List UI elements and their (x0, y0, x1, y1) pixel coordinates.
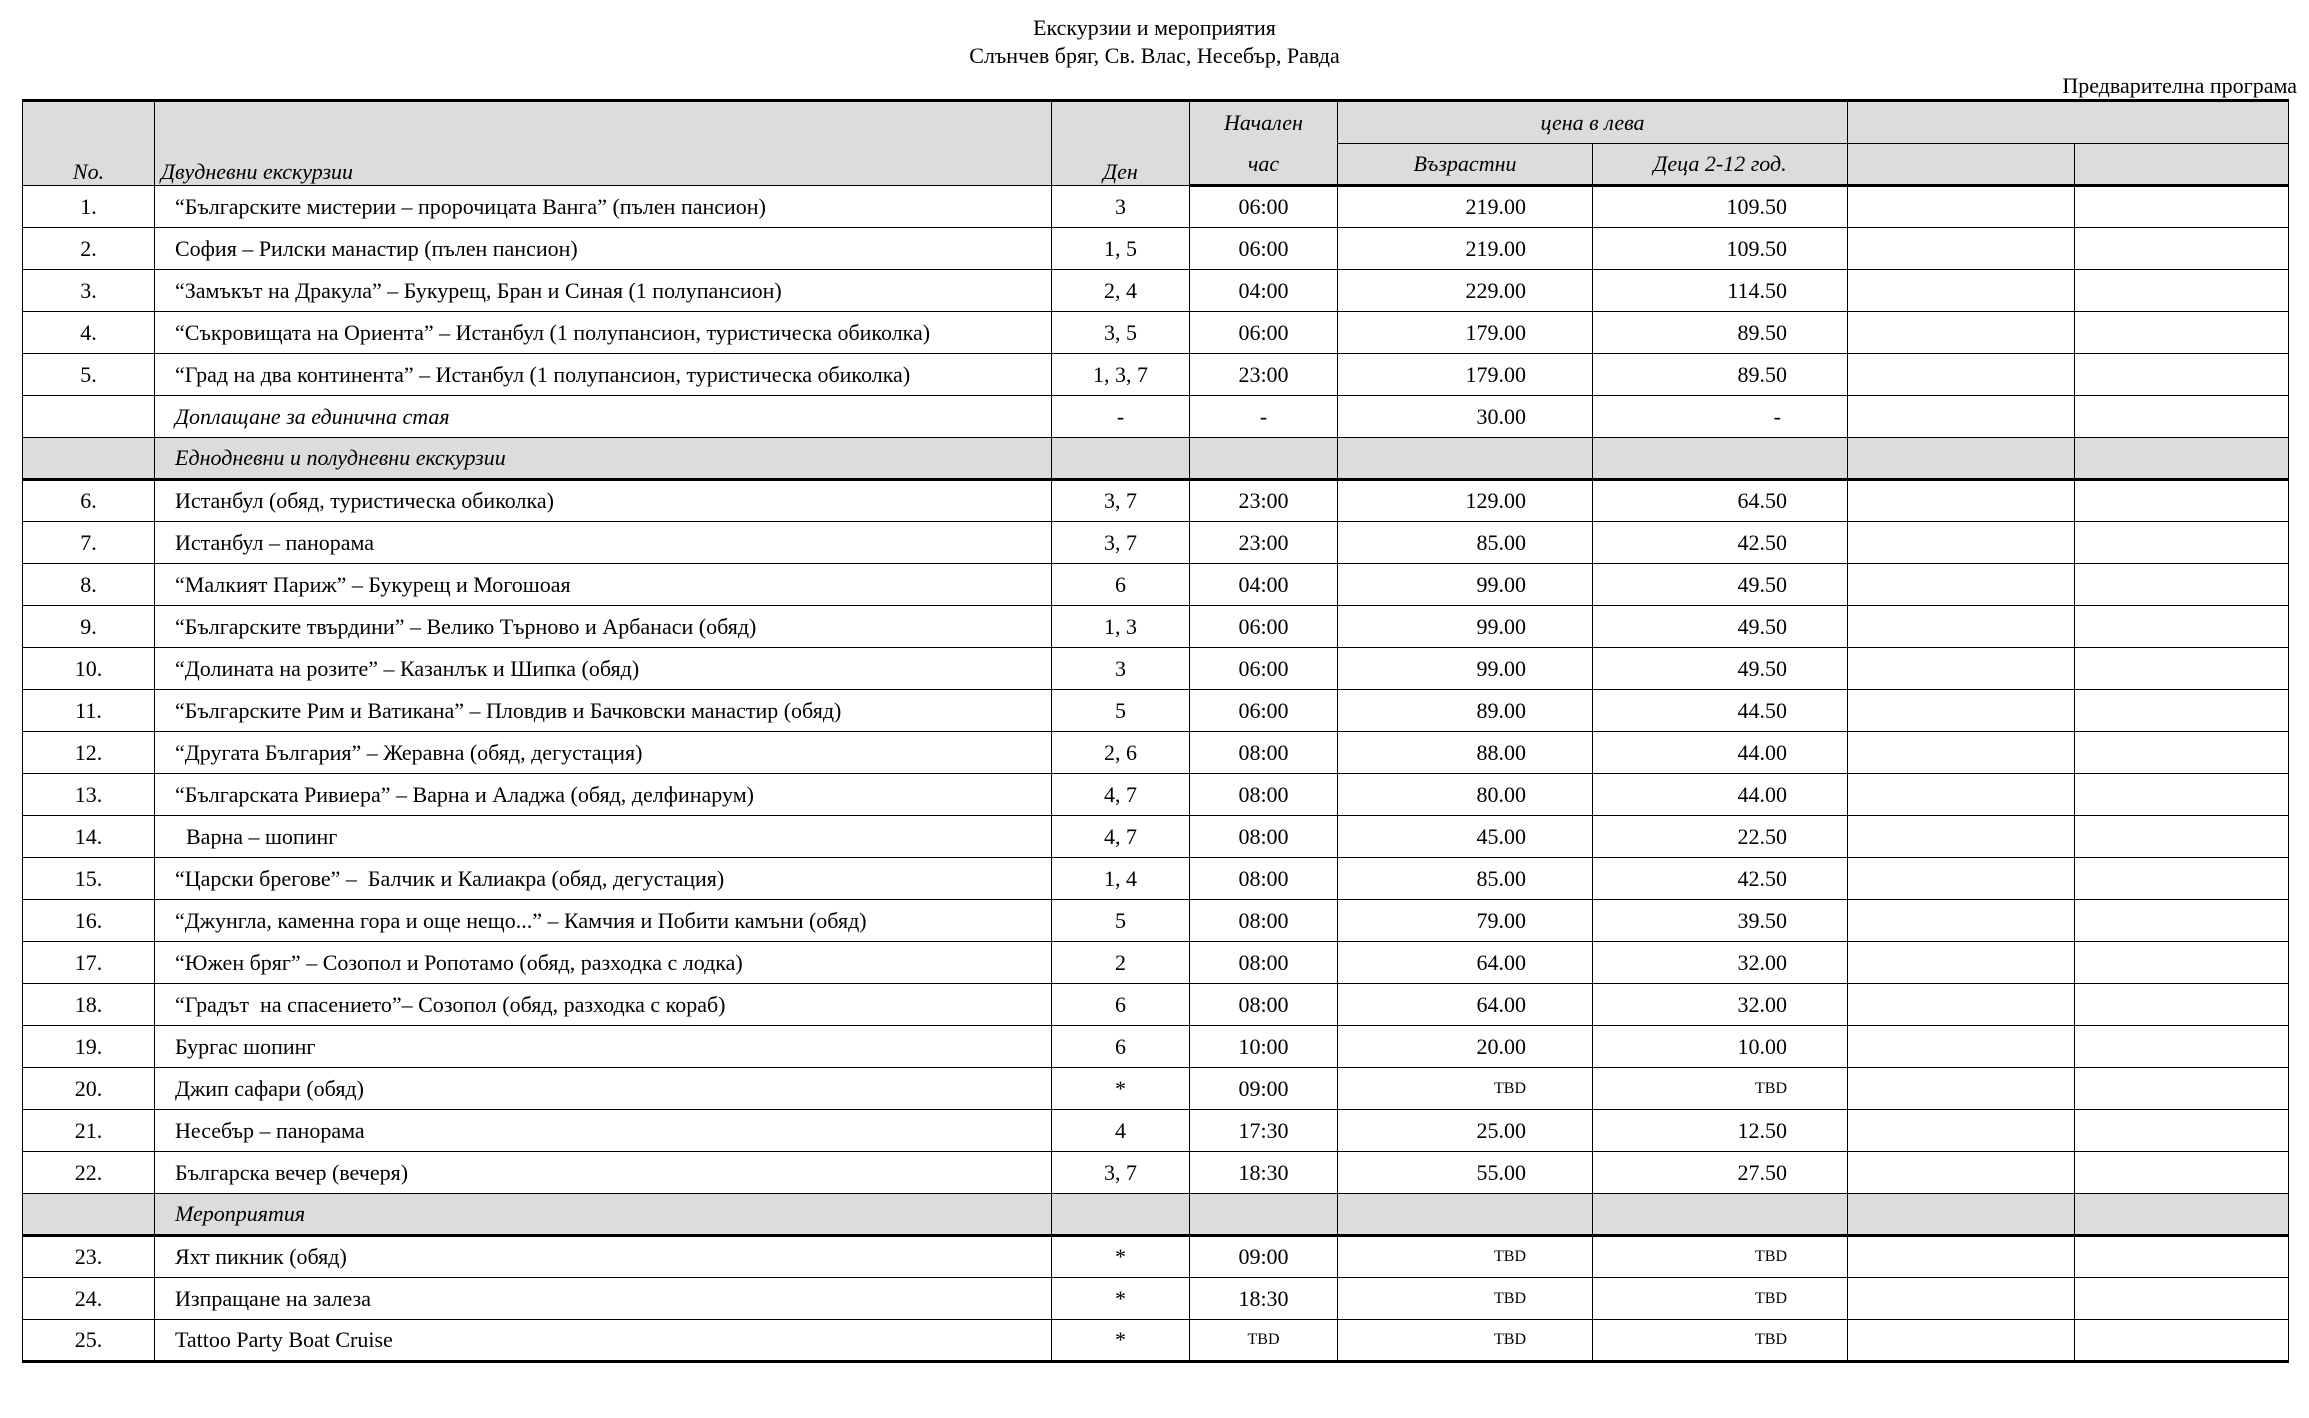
row-empty-2 (2075, 354, 2289, 396)
row-empty-2 (2075, 606, 2289, 648)
row-name: Tattoo Party Boat Cruise (155, 1320, 1052, 1362)
row-day: 6 (1052, 1026, 1190, 1068)
row-name: Джип сафари (обяд) (155, 1068, 1052, 1110)
row-no: 13. (23, 774, 155, 816)
row-name: Истанбул – панорама (155, 522, 1052, 564)
row-day: * (1052, 1068, 1190, 1110)
row-time: 18:30 (1190, 1152, 1338, 1194)
header-empty-group (1848, 101, 2289, 144)
row-price-child: 42.50 (1593, 522, 1848, 564)
row-no: 15. (23, 858, 155, 900)
row-time: 10:00 (1190, 1026, 1338, 1068)
row-time: 23:00 (1190, 354, 1338, 396)
row-empty-1 (1848, 732, 2075, 774)
row-day: 3, 7 (1052, 522, 1190, 564)
row-no: 18. (23, 984, 155, 1026)
row-time: 06:00 (1190, 186, 1338, 228)
row-price-child: 49.50 (1593, 606, 1848, 648)
row-price-child: 89.50 (1593, 312, 1848, 354)
row-no: 20. (23, 1068, 155, 1110)
row-price-adult: 229.00 (1338, 270, 1593, 312)
row-time: 06:00 (1190, 606, 1338, 648)
row-price-adult: 99.00 (1338, 648, 1593, 690)
row-no: 1. (23, 186, 155, 228)
section-no (23, 438, 155, 480)
header-no: No. (23, 101, 155, 186)
row-price-child: 49.50 (1593, 564, 1848, 606)
row-empty-1 (1848, 186, 2075, 228)
row-price-child: 39.50 (1593, 900, 1848, 942)
row-price-adult: 55.00 (1338, 1152, 1593, 1194)
header-children: Деца 2-12 год. (1593, 144, 1848, 186)
title-line-2: Слънчев бряг, Св. Влас, Несебър, Равда (969, 43, 1340, 68)
row-no: 3. (23, 270, 155, 312)
row-time: 06:00 (1190, 648, 1338, 690)
row-no: 2. (23, 228, 155, 270)
row-empty-2 (2075, 270, 2289, 312)
row-no: 16. (23, 900, 155, 942)
table-row (23, 690, 2289, 732)
row-price-child: 27.50 (1593, 1152, 1848, 1194)
row-name: Несебър – панорама (155, 1110, 1052, 1152)
header-time-top: Начален (1190, 101, 1338, 144)
row-empty-1 (1848, 564, 2075, 606)
row-time: 08:00 (1190, 984, 1338, 1026)
row-empty-1 (1848, 774, 2075, 816)
row-day: 1, 3 (1052, 606, 1190, 648)
row-name: “Другата България” – Жеравна (обяд, дегустация) (155, 732, 1052, 774)
excursions-table (22, 99, 2289, 1363)
section-empty (1338, 438, 1593, 480)
row-name: “Град на два континента” – Истанбул (1 полупансион, туристическа обиколка) (155, 354, 1052, 396)
row-day: * (1052, 1320, 1190, 1362)
row-empty-2 (2075, 858, 2289, 900)
section-empty (1190, 438, 1338, 480)
table-row (23, 1278, 2289, 1320)
row-time: 08:00 (1190, 942, 1338, 984)
row-day: * (1052, 1278, 1190, 1320)
row-price-adult: 129.00 (1338, 480, 1593, 522)
row-empty-2 (2075, 900, 2289, 942)
section-empty (1848, 1194, 2075, 1236)
row-time: 04:00 (1190, 270, 1338, 312)
row-no: 25. (23, 1320, 155, 1362)
program-note: Предварителна програма (2062, 73, 2297, 98)
row-name: “Българските твърдини” – Велико Търново и Арбанаси (обяд) (155, 606, 1052, 648)
row-price-adult: 88.00 (1338, 732, 1593, 774)
row-price-adult: TBD (1338, 1068, 1593, 1110)
row-price-child: 109.50 (1593, 186, 1848, 228)
row-empty-2 (2075, 1110, 2289, 1152)
row-price-adult: 179.00 (1338, 312, 1593, 354)
row-empty-2 (2075, 648, 2289, 690)
table-row (23, 480, 2289, 522)
row-price-adult: TBD (1338, 1236, 1593, 1278)
table-row (23, 900, 2289, 942)
row-no: 12. (23, 732, 155, 774)
row-day: 3 (1052, 648, 1190, 690)
row-time: 23:00 (1190, 480, 1338, 522)
row-time: 23:00 (1190, 522, 1338, 564)
row-price-child: TBD (1593, 1068, 1848, 1110)
row-price-child: TBD (1593, 1320, 1848, 1362)
single-room-adult: 30.00 (1338, 396, 1593, 438)
row-price-adult: 89.00 (1338, 690, 1593, 732)
single-room-label: Доплащане за единична стая (155, 396, 1052, 438)
table-row (23, 1152, 2289, 1194)
row-time: 08:00 (1190, 816, 1338, 858)
row-day: 4 (1052, 1110, 1190, 1152)
table-row (23, 816, 2289, 858)
header-price-group: цена в лева (1338, 101, 1848, 144)
row-empty-2 (2075, 1026, 2289, 1068)
row-empty-2 (2075, 690, 2289, 732)
row-price-child: 32.00 (1593, 942, 1848, 984)
table-row (23, 606, 2289, 648)
row-price-adult: 85.00 (1338, 522, 1593, 564)
row-name: Българска вечер (вечеря) (155, 1152, 1052, 1194)
row-no: 21. (23, 1110, 155, 1152)
table-row (23, 732, 2289, 774)
row-empty-2 (2075, 228, 2289, 270)
row-price-child: 44.00 (1593, 774, 1848, 816)
row-no: 7. (23, 522, 155, 564)
row-price-child: 64.50 (1593, 480, 1848, 522)
row-time: 06:00 (1190, 228, 1338, 270)
row-price-adult: 219.00 (1338, 228, 1593, 270)
table-row (23, 774, 2289, 816)
row-price-child: 44.50 (1593, 690, 1848, 732)
single-room-time: - (1190, 396, 1338, 438)
row-name: “Българските мистерии – пророчицата Ванга” (пълен пансион) (155, 186, 1052, 228)
row-no: 24. (23, 1278, 155, 1320)
single-room-child: - (1593, 396, 1848, 438)
row-price-adult: 79.00 (1338, 900, 1593, 942)
row-empty-1 (1848, 1026, 2075, 1068)
table-row (23, 942, 2289, 984)
row-empty-1 (1848, 1278, 2075, 1320)
title-line-1: Екскурзии и мероприятия (1033, 15, 1276, 40)
table-row (23, 1320, 2289, 1362)
row-no: 9. (23, 606, 155, 648)
row-name: “Градът на спасението”– Созопол (обяд, разходка с кораб) (155, 984, 1052, 1026)
row-empty-1 (1848, 1068, 2075, 1110)
row-empty-1 (1848, 984, 2075, 1026)
row-price-adult: 85.00 (1338, 858, 1593, 900)
row-empty-1 (1848, 522, 2075, 564)
row-price-child: 32.00 (1593, 984, 1848, 1026)
row-day: 3 (1052, 186, 1190, 228)
row-empty-2 (2075, 1236, 2289, 1278)
row-name: София – Рилски манастир (пълен пансион) (155, 228, 1052, 270)
row-day: 2, 6 (1052, 732, 1190, 774)
row-price-adult: TBD (1338, 1320, 1593, 1362)
row-empty-1 (1848, 900, 2075, 942)
row-price-child: 49.50 (1593, 648, 1848, 690)
section-empty (2075, 438, 2289, 480)
row-empty-1 (1848, 1236, 2075, 1278)
row-price-adult: 80.00 (1338, 774, 1593, 816)
row-time: 08:00 (1190, 900, 1338, 942)
row-empty-2 (2075, 186, 2289, 228)
row-name: “Долината на розите” – Казанлък и Шипка (обяд) (155, 648, 1052, 690)
row-day: 6 (1052, 984, 1190, 1026)
row-empty-2 (2075, 1320, 2289, 1362)
row-name: Изпращане на залеза (155, 1278, 1052, 1320)
row-empty-1 (1848, 396, 2075, 438)
row-name: “Царски брегове” – Балчик и Калиакра (обяд, дегустация) (155, 858, 1052, 900)
header-adults: Възрастни (1338, 144, 1593, 186)
row-price-child: 10.00 (1593, 1026, 1848, 1068)
section-empty (1848, 438, 2075, 480)
row-empty-2 (2075, 732, 2289, 774)
header-row-1 (23, 101, 2289, 144)
section-empty (1052, 438, 1190, 480)
row-day: 6 (1052, 564, 1190, 606)
row-day: 4, 7 (1052, 774, 1190, 816)
header-time-bottom: час (1190, 144, 1338, 186)
row-empty-2 (2075, 396, 2289, 438)
row-empty-2 (2075, 312, 2289, 354)
section-title: Еднодневни и полудневни екскурзии (155, 438, 1052, 480)
table-row (23, 354, 2289, 396)
row-price-child: TBD (1593, 1236, 1848, 1278)
row-price-child: TBD (1593, 1278, 1848, 1320)
row-empty-2 (2075, 480, 2289, 522)
row-empty-2 (2075, 774, 2289, 816)
row-day: 3, 7 (1052, 480, 1190, 522)
table-row (23, 1068, 2289, 1110)
table-row (23, 1026, 2289, 1068)
row-time: 06:00 (1190, 312, 1338, 354)
table-row (23, 1110, 2289, 1152)
table-row (23, 186, 2289, 228)
row-no: 10. (23, 648, 155, 690)
header-day: Ден (1052, 101, 1190, 186)
row-day: 2 (1052, 942, 1190, 984)
section-title: Мероприятия (155, 1194, 1052, 1236)
row-price-child: 44.00 (1593, 732, 1848, 774)
row-empty-2 (2075, 984, 2289, 1026)
row-name: “Българската Ривиера” – Варна и Аладжа (обяд, делфинарум) (155, 774, 1052, 816)
row-price-adult: 219.00 (1338, 186, 1593, 228)
row-empty-1 (1848, 270, 2075, 312)
row-price-child: 12.50 (1593, 1110, 1848, 1152)
row-time: 08:00 (1190, 858, 1338, 900)
row-empty-2 (2075, 816, 2289, 858)
row-empty-2 (2075, 942, 2289, 984)
row-empty-2 (2075, 1152, 2289, 1194)
row-empty-1 (1848, 480, 2075, 522)
section-row (23, 1194, 2289, 1236)
row-no: 17. (23, 942, 155, 984)
table-row (23, 564, 2289, 606)
row-name: “Малкият Париж” – Букурещ и Могошоая (155, 564, 1052, 606)
row-day: 1, 3, 7 (1052, 354, 1190, 396)
row-price-adult: 25.00 (1338, 1110, 1593, 1152)
row-no: 11. (23, 690, 155, 732)
row-price-adult: 64.00 (1338, 984, 1593, 1026)
row-price-adult: 20.00 (1338, 1026, 1593, 1068)
table-row (23, 312, 2289, 354)
table-body (23, 186, 2289, 1362)
row-empty-1 (1848, 816, 2075, 858)
row-no (23, 396, 155, 438)
row-day: 5 (1052, 900, 1190, 942)
row-time: 08:00 (1190, 732, 1338, 774)
row-no: 8. (23, 564, 155, 606)
header-empty-1 (1848, 144, 2075, 186)
row-name: Яхт пикник (обяд) (155, 1236, 1052, 1278)
row-price-adult: 179.00 (1338, 354, 1593, 396)
row-empty-1 (1848, 1152, 2075, 1194)
section-empty (1593, 1194, 1848, 1236)
page-title (0, 14, 2309, 70)
row-day: 2, 4 (1052, 270, 1190, 312)
row-empty-1 (1848, 858, 2075, 900)
single-room-day: - (1052, 396, 1190, 438)
row-time: 04:00 (1190, 564, 1338, 606)
row-price-adult: 99.00 (1338, 564, 1593, 606)
row-name: “Българските Рим и Ватикана” – Пловдив и Бачковски манастир (обяд) (155, 690, 1052, 732)
row-day: 3, 7 (1052, 1152, 1190, 1194)
row-day: 4, 7 (1052, 816, 1190, 858)
row-day: 1, 5 (1052, 228, 1190, 270)
table-row (23, 228, 2289, 270)
row-name: Бургас шопинг (155, 1026, 1052, 1068)
row-empty-1 (1848, 354, 2075, 396)
row-empty-1 (1848, 690, 2075, 732)
row-no: 5. (23, 354, 155, 396)
row-name: Истанбул (обяд, туристическа обиколка) (155, 480, 1052, 522)
row-price-child: 89.50 (1593, 354, 1848, 396)
row-no: 19. (23, 1026, 155, 1068)
row-time: 08:00 (1190, 774, 1338, 816)
section-row (23, 438, 2289, 480)
row-no: 23. (23, 1236, 155, 1278)
row-price-adult: 45.00 (1338, 816, 1593, 858)
row-price-child: 109.50 (1593, 228, 1848, 270)
row-empty-2 (2075, 1278, 2289, 1320)
row-day: 1, 4 (1052, 858, 1190, 900)
row-price-child: 42.50 (1593, 858, 1848, 900)
section-empty (1190, 1194, 1338, 1236)
row-name: Варна – шопинг (155, 816, 1052, 858)
row-empty-1 (1848, 648, 2075, 690)
section-empty (2075, 1194, 2289, 1236)
row-price-adult: TBD (1338, 1278, 1593, 1320)
row-empty-1 (1848, 1110, 2075, 1152)
row-time: 06:00 (1190, 690, 1338, 732)
row-name: “Замъкът на Дракула” – Букурещ, Бран и Синая (1 полупансион) (155, 270, 1052, 312)
table-row (23, 648, 2289, 690)
row-day: 5 (1052, 690, 1190, 732)
header-empty-2 (2075, 144, 2289, 186)
row-empty-1 (1848, 312, 2075, 354)
section-no (23, 1194, 155, 1236)
table-row (23, 858, 2289, 900)
row-day: 3, 5 (1052, 312, 1190, 354)
section-empty (1052, 1194, 1190, 1236)
single-room-row (23, 396, 2289, 438)
row-name: “Джунгла, каменна гора и още нещо...” – Камчия и Побити камъни (обяд) (155, 900, 1052, 942)
row-time: 09:00 (1190, 1236, 1338, 1278)
row-empty-2 (2075, 564, 2289, 606)
table-row (23, 1236, 2289, 1278)
row-no: 6. (23, 480, 155, 522)
row-empty-1 (1848, 228, 2075, 270)
row-day: * (1052, 1236, 1190, 1278)
table-row (23, 270, 2289, 312)
row-empty-1 (1848, 1320, 2075, 1362)
section-empty (1338, 1194, 1593, 1236)
table-row (23, 984, 2289, 1026)
section-empty (1593, 438, 1848, 480)
row-time: 18:30 (1190, 1278, 1338, 1320)
row-price-child: 22.50 (1593, 816, 1848, 858)
row-no: 14. (23, 816, 155, 858)
row-no: 4. (23, 312, 155, 354)
row-no: 22. (23, 1152, 155, 1194)
row-price-adult: 64.00 (1338, 942, 1593, 984)
table-row (23, 522, 2289, 564)
row-empty-2 (2075, 522, 2289, 564)
row-time: 17:30 (1190, 1110, 1338, 1152)
row-time: 09:00 (1190, 1068, 1338, 1110)
row-empty-1 (1848, 942, 2075, 984)
row-time: TBD (1190, 1320, 1338, 1362)
header-name: Двудневни екскурзии (155, 101, 1052, 186)
row-name: “Съкровищата на Ориента” – Истанбул (1 полупансион, туристическа обиколка) (155, 312, 1052, 354)
row-empty-2 (2075, 1068, 2289, 1110)
row-price-child: 114.50 (1593, 270, 1848, 312)
row-empty-1 (1848, 606, 2075, 648)
row-name: “Южен бряг” – Созопол и Ропотамо (обяд, разходка с лодка) (155, 942, 1052, 984)
row-price-adult: 99.00 (1338, 606, 1593, 648)
